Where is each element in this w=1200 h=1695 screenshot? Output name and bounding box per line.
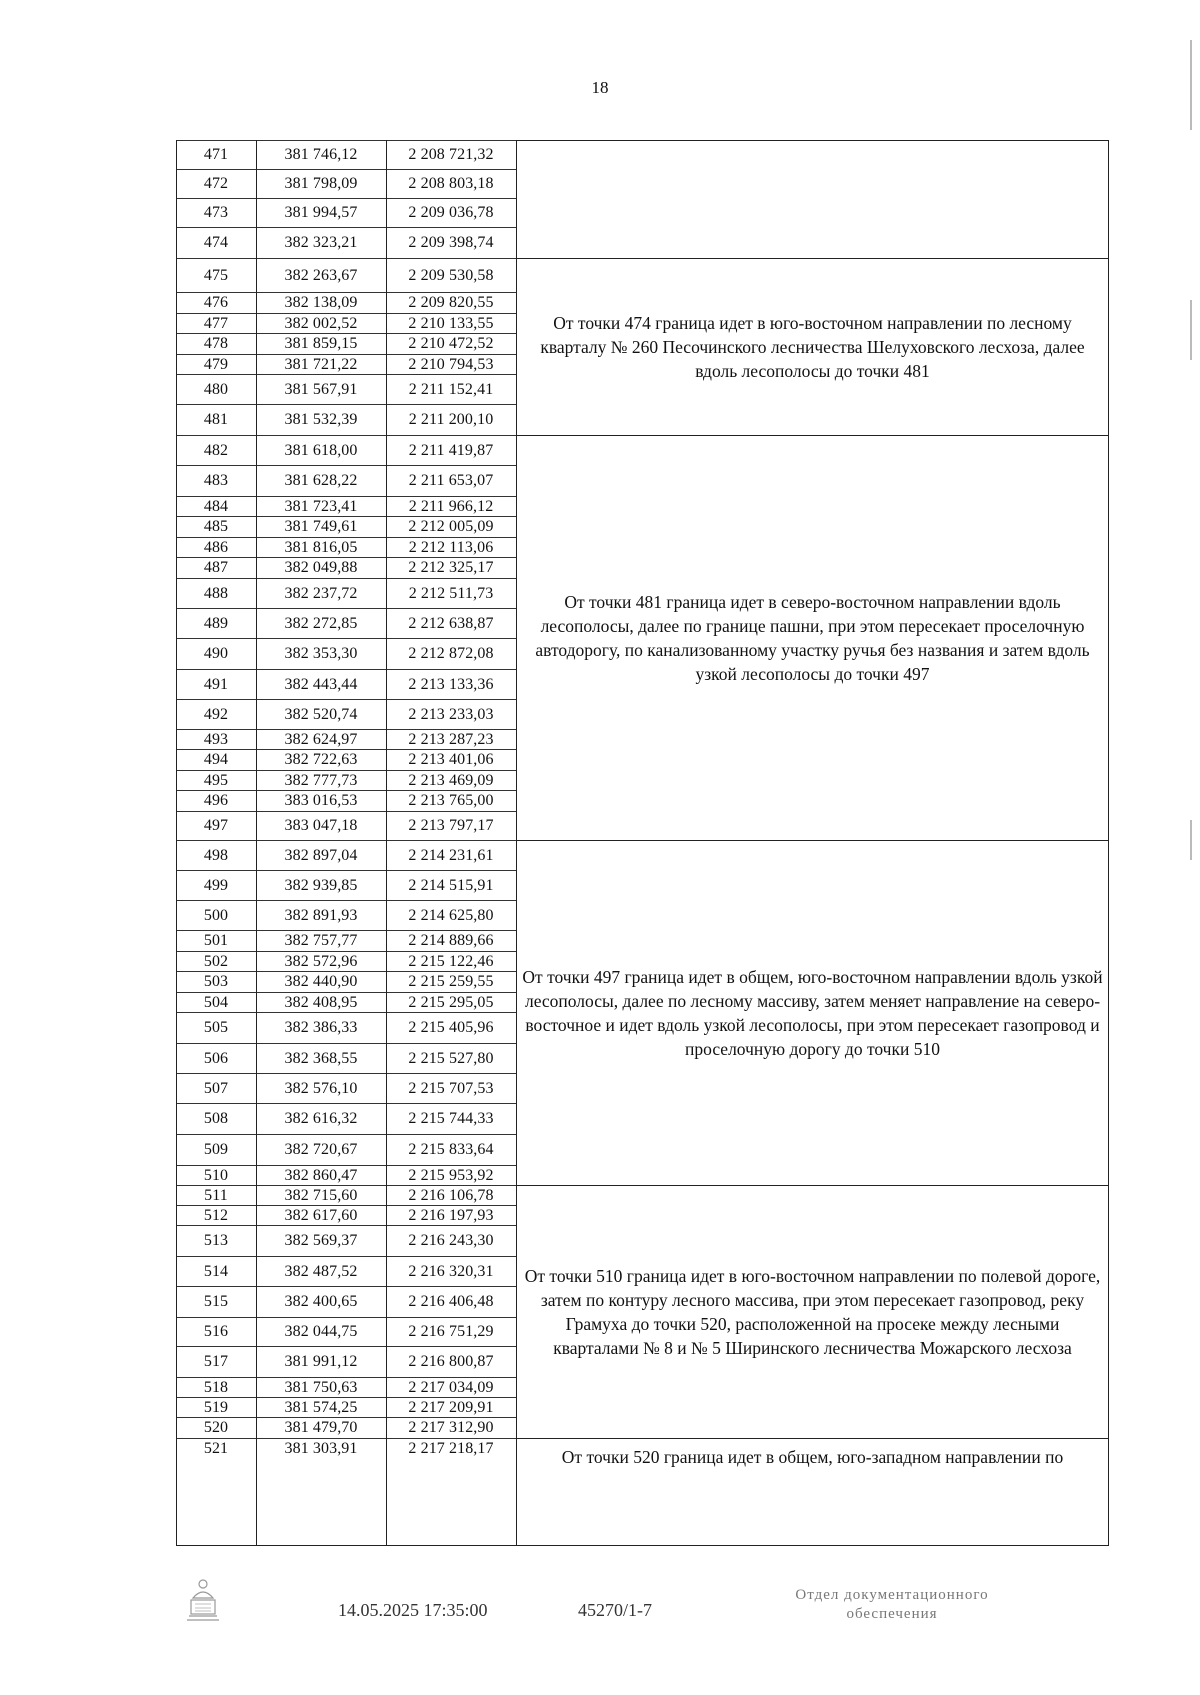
coord-x-cell: 382 138,09: [284, 294, 358, 311]
coord-x-cell: 382 520,74: [284, 705, 358, 723]
coord-y-cell: 2 217 312,90: [408, 1419, 494, 1436]
coord-x-cell: 382 002,52: [284, 314, 358, 332]
point-number-cell: 478: [203, 335, 229, 352]
scan-margin-mark: [1190, 820, 1192, 860]
coord-y-cell: 2 213 765,00: [408, 792, 494, 809]
coord-x-cell: 381 750,63: [284, 1378, 358, 1396]
coord-x-cell: 381 991,12: [284, 1353, 358, 1370]
coord-y-cell: 2 209 820,55: [408, 294, 494, 311]
column-divider: [516, 140, 517, 1546]
table-row: [176, 1103, 516, 1134]
coord-y-cell: 2 216 197,93: [408, 1206, 494, 1224]
coord-x-cell: 382 263,67: [284, 266, 358, 284]
coord-y-cell: 2 216 800,87: [408, 1353, 494, 1370]
table-row: [176, 951, 516, 971]
point-number-cell: 492: [203, 705, 229, 723]
scan-margin-mark: [1190, 300, 1192, 360]
point-number-cell: 483: [203, 472, 229, 489]
coord-y-cell: 2 213 133,36: [408, 675, 494, 693]
table-row: [176, 578, 516, 608]
coord-y-cell: 2 208 803,18: [408, 175, 494, 192]
coord-x-cell: 382 487,52: [284, 1262, 358, 1280]
table-row: [176, 258, 516, 292]
point-number-cell: 473: [203, 204, 229, 221]
point-number-cell: 514: [203, 1262, 229, 1280]
table-row: [176, 1043, 516, 1073]
coord-x-cell: 381 479,70: [284, 1419, 358, 1436]
table-row: [176, 1256, 516, 1286]
point-number-cell: 480: [203, 380, 229, 398]
coord-x-cell: 382 044,75: [284, 1323, 358, 1340]
point-number-cell: 505: [203, 1019, 229, 1036]
coord-x-cell: 382 897,04: [284, 846, 358, 864]
coord-x-cell: 381 746,12: [284, 146, 358, 163]
table-row: [176, 1134, 516, 1165]
coord-x-cell: 382 237,72: [284, 584, 358, 602]
coord-y-cell: 2 211 152,41: [408, 380, 494, 398]
coord-x-cell: 381 532,39: [284, 411, 358, 428]
coord-y-cell: 2 217 034,09: [408, 1378, 494, 1396]
table-row: [176, 749, 516, 770]
table-left-border: [176, 140, 177, 1546]
point-number-cell: 484: [203, 497, 229, 515]
coord-y-cell: 2 214 889,66: [408, 932, 494, 949]
coord-y-cell: 2 211 966,12: [408, 497, 494, 515]
point-number-cell: 490: [203, 645, 229, 662]
point-number-cell: 479: [203, 355, 229, 373]
table-row: [176, 1165, 516, 1185]
coord-y-cell: 2 213 287,23: [408, 730, 494, 748]
coordinates-table: [176, 140, 1109, 1546]
coord-x-cell: 382 624,97: [284, 730, 358, 748]
table-bottom-border: [176, 1545, 1109, 1546]
coord-y-cell: 2 214 231,61: [408, 846, 494, 864]
point-number-cell: 500: [203, 906, 229, 924]
coord-x-cell: 381 628,22: [284, 472, 358, 489]
coord-x-cell: 382 386,33: [284, 1019, 358, 1036]
coord-y-cell: 2 216 751,29: [408, 1323, 494, 1340]
scan-margin-mark: [1190, 40, 1192, 130]
table-row: [176, 496, 516, 516]
point-number-cell: 504: [203, 993, 229, 1011]
coord-y-cell: 2 215 122,46: [408, 952, 494, 970]
coord-x-cell: 382 368,55: [284, 1049, 358, 1067]
coord-y-cell: 2 210 472,52: [408, 335, 494, 352]
point-number-cell: 507: [203, 1079, 229, 1097]
coord-x-cell: 382 408,95: [284, 993, 358, 1011]
table-row: [176, 811, 516, 840]
point-number-cell: 496: [203, 792, 229, 809]
point-number-cell: 518: [203, 1378, 229, 1396]
coord-x-cell: 382 939,85: [284, 876, 358, 894]
coord-y-cell: 2 212 005,09: [408, 518, 494, 535]
table-row: [176, 1205, 516, 1225]
coord-x-cell: 382 720,67: [284, 1141, 358, 1158]
coord-x-cell: 381 567,91: [284, 380, 358, 398]
point-number-cell: 491: [203, 675, 229, 693]
coord-y-cell: 2 212 511,73: [408, 584, 494, 602]
point-number-cell: 520: [203, 1419, 229, 1436]
table-row: [176, 1438, 516, 1458]
coord-y-cell: 2 213 401,06: [408, 751, 494, 768]
coord-y-cell: 2 208 721,32: [408, 146, 494, 163]
page-number: 18: [591, 78, 609, 97]
coord-y-cell: 2 216 106,78: [408, 1186, 494, 1204]
table-row: [176, 140, 516, 169]
table-row: [176, 1286, 516, 1317]
coord-x-cell: 382 715,60: [284, 1186, 358, 1204]
footer-department-stamp: Отдел документационного обеспечения: [795, 1587, 989, 1622]
point-number-cell: 510: [203, 1166, 229, 1184]
table-row: [176, 404, 516, 435]
table-row: [176, 1397, 516, 1417]
coord-x-cell: 382 757,77: [284, 932, 358, 949]
coord-y-cell: 2 215 707,53: [408, 1079, 494, 1097]
coord-x-cell: 381 994,57: [284, 204, 358, 221]
coord-x-cell: 381 618,00: [284, 441, 358, 459]
coord-x-cell: 382 400,65: [284, 1293, 358, 1310]
coord-y-cell: 2 212 638,87: [408, 614, 494, 632]
description-cell-5: От точки 510 граница идет в юго-восточном направлении по полевой дороге, затем по контуру лесного массива, при этом пересекает газопровод, реку Грамуха до точки 520, расположенной на просеке между лесными кварталами № 8 и № 5 Ширинского лесничества Можарского лесхоза: [516, 1185, 1109, 1438]
coord-y-cell: 2 215 953,92: [408, 1166, 494, 1184]
coord-y-cell: 2 209 036,78: [408, 204, 494, 221]
point-number-cell: 506: [203, 1049, 229, 1067]
table-row: [176, 1073, 516, 1103]
point-number-cell: 476: [203, 294, 229, 311]
point-number-cell: 519: [203, 1398, 229, 1416]
coord-y-cell: 2 209 530,58: [408, 266, 494, 284]
coord-y-cell: 2 214 625,80: [408, 906, 494, 924]
table-row: [176, 1346, 516, 1377]
description-cell-6: От точки 520 граница идет в общем, юго-западном направлении по: [516, 1438, 1109, 1458]
table-row: [176, 557, 516, 578]
coord-y-cell: 2 211 653,07: [408, 472, 494, 489]
coord-x-cell: 381 749,61: [284, 518, 358, 535]
coord-y-cell: 2 214 515,91: [408, 876, 494, 894]
point-number-cell: 482: [203, 441, 229, 459]
point-number-cell: 471: [203, 146, 229, 163]
column-divider: [256, 140, 257, 1546]
coord-y-cell: 2 211 200,10: [408, 411, 494, 428]
point-number-cell: 509: [203, 1141, 229, 1158]
emblem-logo: [183, 1576, 223, 1626]
footer-timestamp: 14.05.2025 17:35:00: [338, 1600, 488, 1620]
coord-x-cell: 382 616,32: [284, 1110, 358, 1127]
point-number-cell: 502: [203, 952, 229, 970]
table-row: [176, 292, 516, 313]
coord-y-cell: 2 215 833,64: [408, 1141, 494, 1158]
coord-x-cell: 382 272,85: [284, 614, 358, 632]
coord-y-cell: 2 215 295,05: [408, 993, 494, 1011]
coord-x-cell: 382 572,96: [284, 952, 358, 970]
coord-x-cell: 381 723,41: [284, 497, 358, 515]
table-row: [176, 638, 516, 669]
table-row: [176, 1377, 516, 1397]
point-number-cell: 503: [203, 973, 229, 990]
coord-x-cell: 381 303,91: [284, 1439, 358, 1457]
table-row: [176, 313, 516, 333]
table-row: [176, 435, 516, 465]
coord-y-cell: 2 216 320,31: [408, 1262, 494, 1280]
coord-x-cell: 382 353,30: [284, 645, 358, 662]
table-row: [176, 465, 516, 496]
table-row: [176, 516, 516, 537]
table-row: [176, 374, 516, 404]
coord-y-cell: 2 215 527,80: [408, 1049, 494, 1067]
coord-y-cell: 2 215 405,96: [408, 1019, 494, 1036]
table-row: [176, 227, 516, 258]
coord-x-cell: 382 777,73: [284, 771, 358, 789]
coord-x-cell: 382 891,93: [284, 906, 358, 924]
coord-x-cell: 381 574,25: [284, 1398, 358, 1416]
point-number-cell: 498: [203, 846, 229, 864]
coord-y-cell: 2 212 325,17: [408, 559, 494, 576]
coord-y-cell: 2 215 259,55: [408, 973, 494, 990]
point-number-cell: 494: [203, 751, 229, 768]
coord-y-cell: 2 209 398,74: [408, 234, 494, 251]
coord-x-cell: 382 440,90: [284, 973, 358, 990]
footer-doc-code: 45270/1-7: [578, 1600, 652, 1620]
column-divider: [386, 140, 387, 1546]
table-rows: [176, 140, 516, 1546]
coord-y-cell: 2 210 133,55: [408, 314, 494, 332]
table-row: [176, 1417, 516, 1438]
table-row: [176, 729, 516, 749]
coord-x-cell: 382 323,21: [284, 234, 358, 251]
table-row: [176, 1185, 516, 1205]
table-row: [176, 770, 516, 790]
point-number-cell: 499: [203, 876, 229, 894]
point-number-cell: 474: [203, 234, 229, 251]
description-cell-4: От точки 497 граница идет в общем, юго-восточном направлении вдоль узкой лесополосы, далее по лесному массиву, затем меняет направление на северо-восточное и идет вдоль узкой лесополосы, при этом пересекает газопровод и проселочную дорогу до точки 510: [516, 840, 1109, 1185]
table-row: [176, 608, 516, 638]
description-cell-3: От точки 481 граница идет в северо-восточном направлении вдоль лесополосы, далее по границе пашни, при этом пересекает проселочную автодорогу, по канализованному участку ручья без названия и затем вдоль узкой лесополосы до точки 497: [516, 435, 1109, 840]
point-number-cell: 517: [203, 1353, 229, 1370]
table-row: [176, 900, 516, 930]
table-row: [176, 699, 516, 729]
coord-x-cell: 382 617,60: [284, 1206, 358, 1224]
table-row: [176, 354, 516, 374]
coord-y-cell: 2 210 794,53: [408, 355, 494, 373]
point-number-cell: 501: [203, 932, 229, 949]
table-row: [176, 1225, 516, 1256]
point-number-cell: 489: [203, 614, 229, 632]
coord-y-cell: 2 213 233,03: [408, 705, 494, 723]
description-cell-2: От точки 474 граница идет в юго-восточном направлении по лесному кварталу № 260 Песочинского лесничества Шелуховского лесхоза, далее вдоль лесополосы до точки 481: [516, 258, 1109, 435]
coord-y-cell: 2 212 113,06: [408, 538, 494, 556]
point-number-cell: 515: [203, 1293, 229, 1310]
point-number-cell: 481: [203, 411, 229, 428]
coord-y-cell: 2 215 744,33: [408, 1110, 494, 1127]
point-number-cell: 521: [203, 1439, 229, 1457]
point-number-cell: 472: [203, 175, 229, 192]
coord-y-cell: 2 217 218,17: [408, 1439, 494, 1457]
table-row: [176, 971, 516, 992]
table-row: [176, 930, 516, 951]
table-row: [176, 992, 516, 1012]
coord-y-cell: 2 213 469,09: [408, 771, 494, 789]
coord-x-cell: 382 569,37: [284, 1232, 358, 1249]
point-number-cell: 508: [203, 1110, 229, 1127]
coord-y-cell: 2 213 797,17: [408, 817, 494, 834]
point-number-cell: 497: [203, 817, 229, 834]
coord-x-cell: 382 049,88: [284, 559, 358, 576]
coord-y-cell: 2 217 209,91: [408, 1398, 494, 1416]
coord-x-cell: 382 860,47: [284, 1166, 358, 1184]
point-number-cell: 495: [203, 771, 229, 789]
table-row: [176, 1317, 516, 1346]
table-row: [176, 198, 516, 227]
coord-y-cell: 2 211 419,87: [408, 441, 494, 459]
point-number-cell: 487: [203, 559, 229, 576]
coord-x-cell: 383 016,53: [284, 792, 358, 809]
coord-y-cell: 2 216 243,30: [408, 1232, 494, 1249]
point-number-cell: 485: [203, 518, 229, 535]
coord-x-cell: 381 798,09: [284, 175, 358, 192]
point-number-cell: 516: [203, 1323, 229, 1340]
table-row: [176, 790, 516, 811]
description-cell-1: [516, 140, 1109, 258]
coord-y-cell: 2 212 872,08: [408, 645, 494, 662]
table-row: [176, 870, 516, 900]
point-number-cell: 511: [204, 1186, 228, 1204]
coord-x-cell: 383 047,18: [284, 817, 358, 834]
point-number-cell: 513: [203, 1232, 229, 1249]
coord-x-cell: 381 721,22: [284, 355, 358, 373]
point-number-cell: 475: [203, 266, 229, 284]
coord-x-cell: 381 859,15: [284, 335, 358, 352]
table-row: [176, 669, 516, 699]
coord-x-cell: 382 576,10: [284, 1079, 358, 1097]
point-number-cell: 477: [203, 314, 229, 332]
coord-x-cell: 382 443,44: [284, 675, 358, 693]
table-row: [176, 840, 516, 870]
point-number-cell: 488: [203, 584, 229, 602]
point-number-cell: 493: [203, 730, 229, 748]
table-row: [176, 537, 516, 557]
table-row: [176, 169, 516, 198]
point-number-cell: 486: [203, 538, 229, 556]
coord-x-cell: 382 722,63: [284, 751, 358, 768]
table-row: [176, 333, 516, 354]
table-right-border: [1108, 140, 1109, 1546]
coord-x-cell: 381 816,05: [284, 538, 358, 556]
point-number-cell: 512: [203, 1206, 229, 1224]
coord-y-cell: 2 216 406,48: [408, 1293, 494, 1310]
table-row: [176, 1012, 516, 1043]
